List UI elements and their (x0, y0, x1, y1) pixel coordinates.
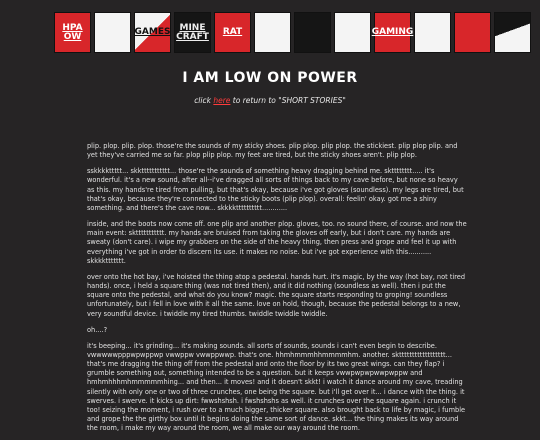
banner (54, 12, 531, 53)
gaming-tile-label: GAMING (371, 27, 414, 37)
story-paragraph: oh....? (87, 325, 108, 334)
games-tile-label: GAMES (134, 27, 171, 37)
mug-tile[interactable] (334, 12, 371, 53)
gaming-tile[interactable] (371, 12, 414, 53)
hpa-ow-tile[interactable] (54, 12, 91, 53)
back-prefix: click (194, 96, 214, 105)
rat-tile-label: RAT (222, 27, 243, 37)
swirl-tile[interactable] (414, 12, 451, 53)
page-title: I AM LOW ON POWER (182, 70, 358, 86)
back-link[interactable]: here (213, 96, 231, 105)
eyes-tile[interactable] (294, 12, 331, 53)
story-paragraph: sskkkkttttt... skkttttttttttt... those're the sounds of something heavy dragging behind me. sktttttttt..... it's wonderful. it's a new sound, after all--i've dragged all sorts of things back to my cave before, but none so heavy as this. my hands're tired from pulling, but that's okay, because i've got gloves (soundless). my legs are tired, but that's okay, because they're connected to the sticky boots (plip plop). overall: feelin' okay. got me a shiny something. and there's the cave now... skkkktttttttttt............ (87, 167, 464, 213)
story-paragraph: plip. plop. plip. plop. those're the sounds of my sticky shoes. plip plop. plip plop. the stickiest. plip plop plip. and yet they've carried me so far. plop plip plop. my feet are tired, but the sticky shoes aren't. plip plop. (87, 142, 458, 160)
hpa-ow-tile-label: HPA OW (62, 22, 83, 42)
story-paragraph: inside, and the boots now come off. one plip and another plop. gloves, too. no sound there, of course. and now the main event: skttttttttttt. my hands are bruised from taking the gloves off early, but i don't care. my hands are sweaty (don't care). i wipe my grabbers on the side of the heavy thing, then press and grope and feel it up with everything i've got in order to discern its use. it makes no noise. but i've got experience with this........... skkkkttttttt. (87, 220, 467, 265)
dots-tile[interactable] (94, 12, 131, 53)
back-suffix: to return to "SHORT STORIES" (230, 96, 346, 105)
robot-tile[interactable] (494, 12, 531, 53)
story-body (87, 142, 467, 440)
back-link-line (0, 96, 540, 105)
mine-tile[interactable] (174, 12, 211, 53)
sketch-tile[interactable] (254, 12, 291, 53)
games-tile[interactable] (134, 12, 171, 53)
story-paragraph: over onto the hot bay, i've hoisted the thing atop a pedestal. hands hurt. it's magic, by the way (hot bay, not tired hands). once, i held a square thing (was not tired then), and it did nothing (soundless as well). then i put the square onto the pedestal, and what do you know? magic. the square starts responding to groping! soundless unfortunately, but i fell in love with it all the same. love on hold, though, because the pedestal belongs to a new, very soundful device. i twiddle my tired thumbs. twiddle twiddle twiddle. (87, 272, 466, 318)
story-paragraph: it's beeping... it's grinding... it's making sounds. all sorts of sounds, sounds i can't even begin to describe. vwwwwwpppwpwppwp vwwppw vwwppwwp. that's one. hhmhmmmhhmmmmhm. another. sktttttttttttttttttt... that's me dragging the thing off from the pedestal and onto the floor by its two great wings. can they flap? i grumble something out, something intended to be a question. but it keeps vwwpwpwpwwpwppw and hmhmhhhmhmmmmmhing... and then... it moves! and it doesn't skkt! i watch it dance around my cave, treading silently with only one or two of three crunches, one being the square. but i'll get over it... i dance with the thing. it swerves. i swerve. it kicks up dirt: fwwshshsh. i fwshshshs as well. it crunches over the square again. i crunch it too! seizing the moment, i rush over to a much bigger, thicker square. also brought back to life by magic, i fumble and grope the the girthy box until it begins doing the same sort of dance. skkt... the thing makes its way around the room, i make my way around the room, we all make our way around the room. (87, 341, 466, 433)
faces-tile[interactable] (454, 12, 491, 53)
mine-tile-label: MINE CRAFT (176, 22, 209, 42)
rat-tile[interactable] (214, 12, 251, 53)
